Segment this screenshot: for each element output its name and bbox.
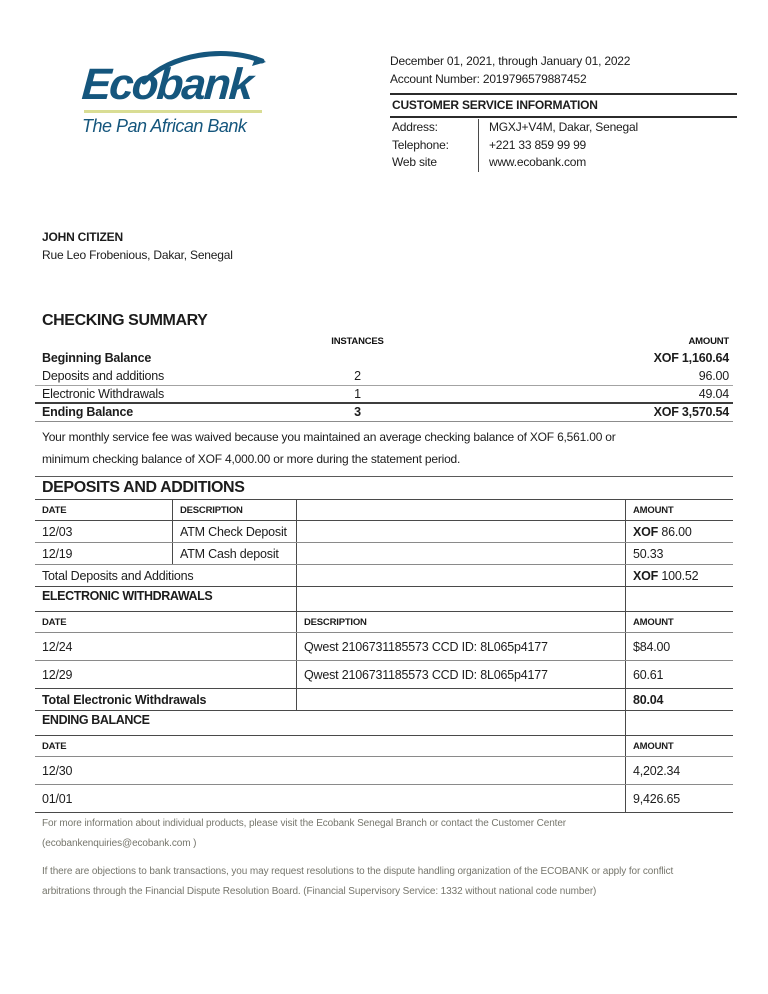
account-info-block bbox=[390, 52, 737, 172]
row-instances: 2 bbox=[354, 369, 361, 383]
divider bbox=[390, 116, 737, 118]
withdrawals-header-row bbox=[35, 612, 733, 633]
row-label: Ending Balance bbox=[42, 405, 133, 419]
footer-line: arbitrations through the Financial Dispute Resolution Board. (Financial Supervisory Service: 1332 without national code number) bbox=[42, 886, 597, 897]
deposit-description: ATM Check Deposit bbox=[172, 521, 296, 542]
withdrawals-title: ELECTRONIC WITHDRAWALS bbox=[42, 589, 213, 603]
row-amount: 49.04 bbox=[698, 387, 729, 401]
deposit-row bbox=[35, 543, 733, 565]
row-amount: XOF 1,160.64 bbox=[653, 351, 729, 365]
customer-service-row bbox=[390, 119, 737, 137]
date-column-header: DATE bbox=[42, 741, 67, 752]
withdrawal-row bbox=[35, 661, 733, 689]
spacer-cell bbox=[296, 521, 625, 542]
ending-balance-date: 01/01 bbox=[42, 792, 73, 806]
date-column-header: DATE bbox=[42, 505, 67, 516]
withdrawal-amount: $84.00 bbox=[625, 633, 733, 660]
spacer-cell bbox=[296, 565, 625, 586]
customer-service-row bbox=[390, 154, 737, 172]
statement-period: December 01, 2021, through January 01, 2022 bbox=[390, 54, 631, 68]
spacer-cell bbox=[625, 587, 733, 611]
statement-body bbox=[35, 312, 733, 813]
ending-balance-title: ENDING BALANCE bbox=[42, 713, 150, 727]
summary-row-beginning-balance bbox=[35, 350, 733, 368]
row-amount: 96.00 bbox=[698, 369, 729, 383]
withdrawals-total-row bbox=[35, 689, 733, 711]
customer-service-title: CUSTOMER SERVICE INFORMATION bbox=[392, 98, 598, 112]
deposits-header-row bbox=[35, 499, 733, 521]
ending-balance-header-row bbox=[35, 736, 733, 757]
ending-balance-title-row bbox=[35, 711, 733, 736]
deposits-total-label: Total Deposits and Additions bbox=[42, 569, 194, 583]
deposit-amount bbox=[625, 521, 733, 542]
withdrawals-title-row bbox=[35, 587, 733, 612]
ending-balance-amount: 4,202.34 bbox=[625, 757, 733, 784]
amount-column-header: AMOUNT bbox=[625, 612, 733, 632]
withdrawal-date: 12/24 bbox=[42, 640, 73, 654]
withdrawals-total-label: Total Electronic Withdrawals bbox=[42, 693, 207, 707]
ending-balance-amount: 9,426.65 bbox=[625, 785, 733, 812]
checking-summary-header bbox=[35, 336, 733, 350]
customer-block bbox=[42, 230, 233, 262]
deposits-total-amount bbox=[625, 565, 733, 586]
amount-value: 50.33 bbox=[633, 547, 664, 561]
deposits-title: DEPOSITS AND ADDITIONS bbox=[42, 479, 245, 496]
instances-column-header: INSTANCES bbox=[331, 336, 384, 347]
customer-address: Rue Leo Frobenious, Dakar, Senegal bbox=[42, 248, 233, 262]
summary-row-ending-balance bbox=[35, 404, 733, 422]
deposit-date: 12/03 bbox=[42, 525, 73, 539]
website-label: Web site bbox=[392, 155, 437, 169]
amount-column-header: AMOUNT bbox=[625, 736, 733, 756]
footer-dispute-paragraph bbox=[42, 862, 742, 902]
row-label: Electronic Withdrawals bbox=[42, 387, 165, 401]
ecobank-logo bbox=[82, 46, 292, 146]
website-value: www.ecobank.com bbox=[478, 154, 737, 172]
footer-line: If there are objections to bank transactions, you may request resolutions to the dispute handling organization of the ECOBANK or apply for conflict bbox=[42, 866, 674, 877]
withdrawals-total-amount: 80.04 bbox=[625, 689, 733, 710]
summary-row-deposits bbox=[35, 368, 733, 386]
ending-balance-row bbox=[35, 785, 733, 813]
customer-name: JOHN CITIZEN bbox=[42, 230, 123, 244]
withdrawal-row bbox=[35, 633, 733, 661]
service-fee-note bbox=[35, 422, 733, 477]
currency-prefix: XOF bbox=[633, 525, 659, 539]
footer-contact-paragraph bbox=[42, 814, 742, 854]
deposits-total-row bbox=[35, 565, 733, 587]
row-label: Deposits and additions bbox=[42, 369, 165, 383]
checking-summary-title: CHECKING SUMMARY bbox=[42, 312, 208, 329]
brand-name: Ecobank bbox=[80, 60, 254, 109]
summary-row-withdrawals bbox=[35, 386, 733, 404]
note-line: minimum checking balance of XOF 4,000.00 or more during the statement period. bbox=[42, 452, 461, 466]
spacer-cell bbox=[296, 587, 625, 611]
withdrawal-amount: 60.61 bbox=[625, 661, 733, 688]
currency-prefix: XOF bbox=[633, 569, 659, 583]
address-value: MGXJ+V4M, Dakar, Senegal bbox=[478, 119, 737, 137]
telephone-value: +221 33 859 99 99 bbox=[478, 137, 737, 155]
deposit-description: ATM Cash deposit bbox=[172, 543, 296, 564]
amount-value: 86.00 bbox=[658, 525, 692, 539]
spacer-cell bbox=[296, 500, 625, 520]
brand-underline bbox=[84, 110, 262, 113]
customer-service-table bbox=[390, 119, 737, 172]
account-number: Account Number: 2019796579887452 bbox=[390, 72, 587, 86]
footer-line: (ecobankenquiries@ecobank.com ) bbox=[42, 838, 197, 849]
spacer-cell bbox=[625, 711, 733, 735]
row-instances: 1 bbox=[354, 387, 361, 401]
description-column-header: DESCRIPTION bbox=[296, 612, 625, 632]
withdrawal-description: Qwest 2106731185573 CCD ID: 8L065p4177 bbox=[296, 633, 625, 660]
spacer-cell bbox=[296, 543, 625, 564]
deposit-amount bbox=[625, 543, 733, 564]
row-instances: 3 bbox=[354, 405, 361, 419]
deposit-row bbox=[35, 521, 733, 543]
note-line: Your monthly service fee was waived because you maintained an average checking balance of XOF 6,561.00 or bbox=[42, 430, 616, 444]
ending-balance-date: 12/30 bbox=[42, 764, 73, 778]
amount-column-header: AMOUNT bbox=[688, 336, 729, 347]
amount-value: 100.52 bbox=[658, 569, 699, 583]
row-amount: XOF 3,570.54 bbox=[653, 405, 729, 419]
ending-balance-row bbox=[35, 757, 733, 785]
withdrawal-date: 12/29 bbox=[42, 668, 73, 682]
brand-tagline: The Pan African Bank bbox=[82, 116, 247, 136]
date-column-header: DATE bbox=[42, 617, 67, 628]
deposit-date: 12/19 bbox=[42, 547, 73, 561]
address-label: Address: bbox=[392, 120, 438, 134]
row-label: Beginning Balance bbox=[42, 351, 152, 365]
telephone-label: Telephone: bbox=[392, 137, 449, 152]
spacer-cell bbox=[296, 689, 625, 710]
withdrawal-description: Qwest 2106731185573 CCD ID: 8L065p4177 bbox=[296, 661, 625, 688]
footer-line: For more information about individual products, please visit the Ecobank Senegal Branch or contact the Customer Center bbox=[42, 818, 567, 829]
amount-column-header: AMOUNT bbox=[625, 500, 733, 520]
customer-service-row bbox=[390, 137, 737, 155]
description-column-header: DESCRIPTION bbox=[172, 500, 296, 520]
